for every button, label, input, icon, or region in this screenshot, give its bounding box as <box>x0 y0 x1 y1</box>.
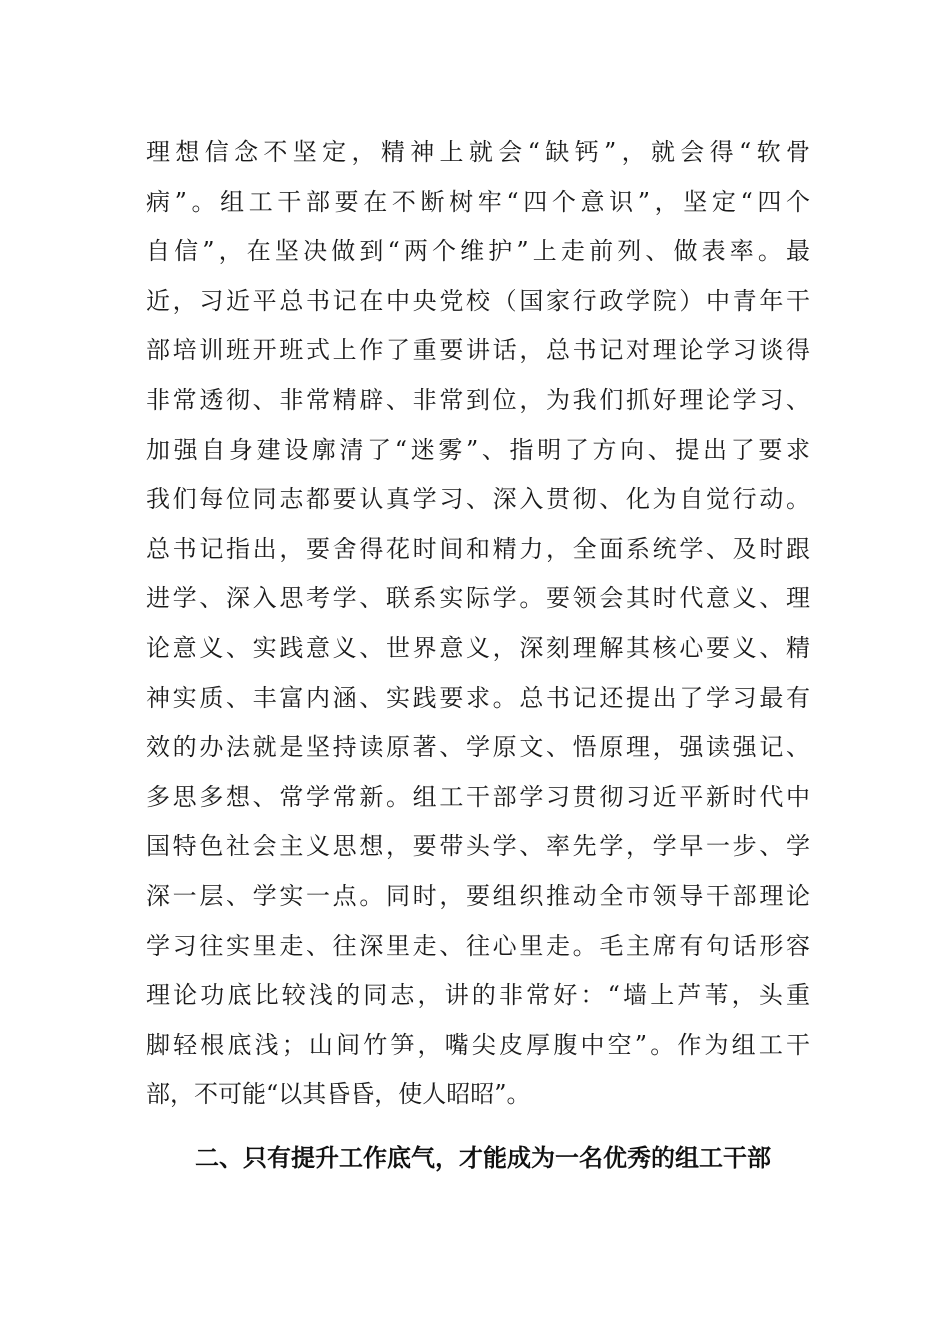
text-line: 论意义、实践意义、世界意义，深刻理解其核心要义、精 <box>146 633 810 662</box>
text-line: 理论功底比较浅的同志，讲的非常好：“墙上芦苇，头重 <box>146 981 810 1010</box>
text-line: 国特色社会主义思想，要带头学、率先学，学早一步、学 <box>146 832 810 861</box>
text-line: 效的办法就是坚持读原著、学原文、悟原理，强读强记、 <box>146 733 810 762</box>
text-line: 部培训班开班式上作了重要讲话，总书记对理论学习谈得 <box>146 336 810 365</box>
section-heading: 二、只有提升工作底气，才能成为一名优秀的组工干部 <box>195 1144 771 1172</box>
text-line: 多思多想、常学常新。组工干部学习贯彻习近平新时代中 <box>146 782 810 811</box>
body-paragraph <box>146 128 810 1120</box>
text-line: 理想信念不坚定，精神上就会“缺钙”，就会得“软骨 <box>146 138 810 166</box>
text-line: 非常透彻、非常精辟、非常到位，为我们抓好理论学习、 <box>146 385 810 414</box>
text-line: 近，习近平总书记在中央党校（国家行政学院）中青年干 <box>146 286 810 315</box>
text-line: 自信”，在坚决做到“两个维护”上走前列、做表率。最 <box>146 237 810 266</box>
text-line: 我们每位同志都要认真学习、深入贯彻、化为自觉行动。 <box>146 485 810 514</box>
text-line: 学习往实里走、往深里走、往心里走。毛主席有句话形容 <box>146 931 810 960</box>
text-line: 总书记指出，要舍得花时间和精力，全面系统学、及时跟 <box>146 534 810 563</box>
text-line: 深一层、学实一点。同时，要组织推动全市领导干部理论 <box>146 881 810 910</box>
text-line: 部，不可能“以其昏昏，使人昭昭”。 <box>146 1080 531 1109</box>
text-line: 病”。组工干部要在不断树牢“四个意识”，坚定“四个 <box>146 187 810 216</box>
text-line: 加强自身建设廓清了“迷雾”、指明了方向、提出了要求 <box>146 435 810 464</box>
text-line: 进学、深入思考学、联系实际学。要领会其时代意义、理 <box>146 584 810 613</box>
text-line: 神实质、丰富内涵、实践要求。总书记还提出了学习最有 <box>146 683 810 712</box>
text-line: 脚轻根底浅；山间竹笋，嘴尖皮厚腹中空”。作为组工干 <box>146 1030 810 1059</box>
